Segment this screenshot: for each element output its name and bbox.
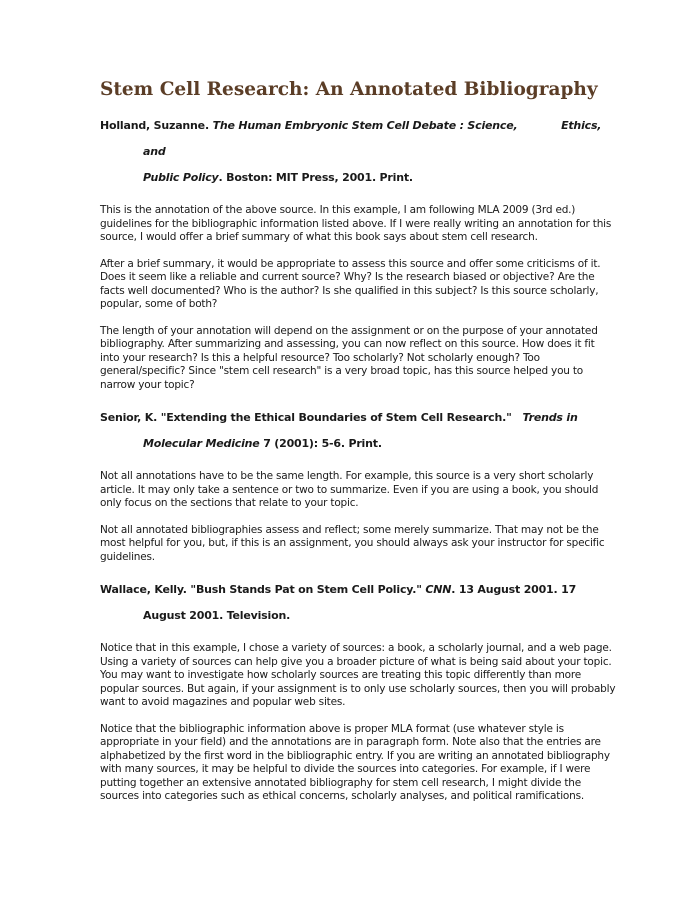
citation-book-title-cont: Ethics, and (143, 119, 602, 158)
citation-gap-spacer (518, 119, 562, 132)
annotation-paragraph-7: Notice that the bibliographic information above is proper MLA format (use whatever style is appropriate in your field) and the annotations are in paragraph form. Note also that the entries are alphabetized by the first word in the bibliographic entry. If you are writing an annotated bibliography with many sources, it may be helpful to divide the sources into categories. For example, if I were putting together an extensive annotated bibliography for stem cell research, I might divide the sources into categories such as ethical concerns, scholarly analyses, and political ramifications. (100, 722, 610, 802)
annotation-paragraph-2: After a brief summary, it would be appropriate to assess this source and offer some criticisms of it. Does it seem like a reliable and current source? Why? Is the research biased or objective? Are the facts well documented? Who is the author? Is she qualified in this subject? Is this source scholarly, popular, some of both? (100, 257, 601, 310)
citation-publication-info: August 2001. Television. (143, 609, 291, 622)
citation-book-title-line2: Public Policy (143, 171, 219, 184)
citation-date-info: . 13 August 2001. 17 (451, 583, 577, 596)
citation-entry-holland (100, 113, 616, 191)
annotation-paragraph-4: Not all annotations have to be the same length. For example, this source is a very short scholarly article. It may only take a sentence or two to summarize. Even if you are using a book, you should only focus on the sections that relate to your topic. (100, 470, 599, 509)
citation-author: Holland, Suzanne. (100, 119, 213, 132)
annotation-paragraph-5: Not all annotated bibliographies assess and reflect; some merely summarize. That may not be the most helpful for you, but, if this is an assignment, you should always ask your instructor for specific guidelines. (100, 523, 605, 563)
citation-gap-spacer (512, 411, 523, 424)
citation-book-title: The Human Embryonic Stem Cell Debate : Science, (212, 119, 518, 132)
annotation-paragraph-3: The length of your annotation will depend on the assignment or on the purpose of your annotated bibliography. After summarizing and assessing, you can now reflect on this source. How does it fit into your research? Is this a helpful resource? Too scholarly? Not scholarly enough? Too general/specific? Since "stem cell research" is a very broad topic, has this source helped you to narrow your topic? (100, 324, 598, 391)
annotation-paragraph-1: This is the annotation of the above source. In this example, I am following MLA 2009 (3rd ed.) guidelines for the bibliographic information listed above. If I were really writing an annotation for this source, I would offer a brief summary of what this book says about stem cell research. (100, 204, 612, 243)
annotation-paragraph-6: Notice that in this example, I chose a variety of sources: a book, a scholarly journal, and a web page. Using a variety of sources can help give you a broader picture of what is being said about your topic. You may want to investigate how scholarly sources are treating this topic differently than more popular sources. But again, if your assignment is to only use scholarly sources, then you will probably want to avoid magazines and popular web sites. (100, 642, 616, 708)
citation-author: Wallace, Kelly. "Bush Stands Pat on Stem Cell Policy." (100, 583, 426, 596)
citation-publication-info: 7 (2001): 5-6. Print. (259, 437, 382, 450)
citation-entry-senior (100, 405, 616, 457)
citation-journal-title-line2: Molecular Medicine (143, 437, 260, 450)
citation-journal-title: Trends in (522, 411, 578, 424)
citation-author: Senior, K. "Extending the Ethical Boundaries of Stem Cell Research." (100, 411, 512, 424)
citation-entry-wallace (100, 577, 616, 629)
citation-source-title: CNN (425, 583, 452, 596)
page-title: Stem Cell Research: An Annotated Bibliography (100, 79, 598, 100)
citation-publication-info: . Boston: MIT Press, 2001. Print. (218, 171, 413, 184)
